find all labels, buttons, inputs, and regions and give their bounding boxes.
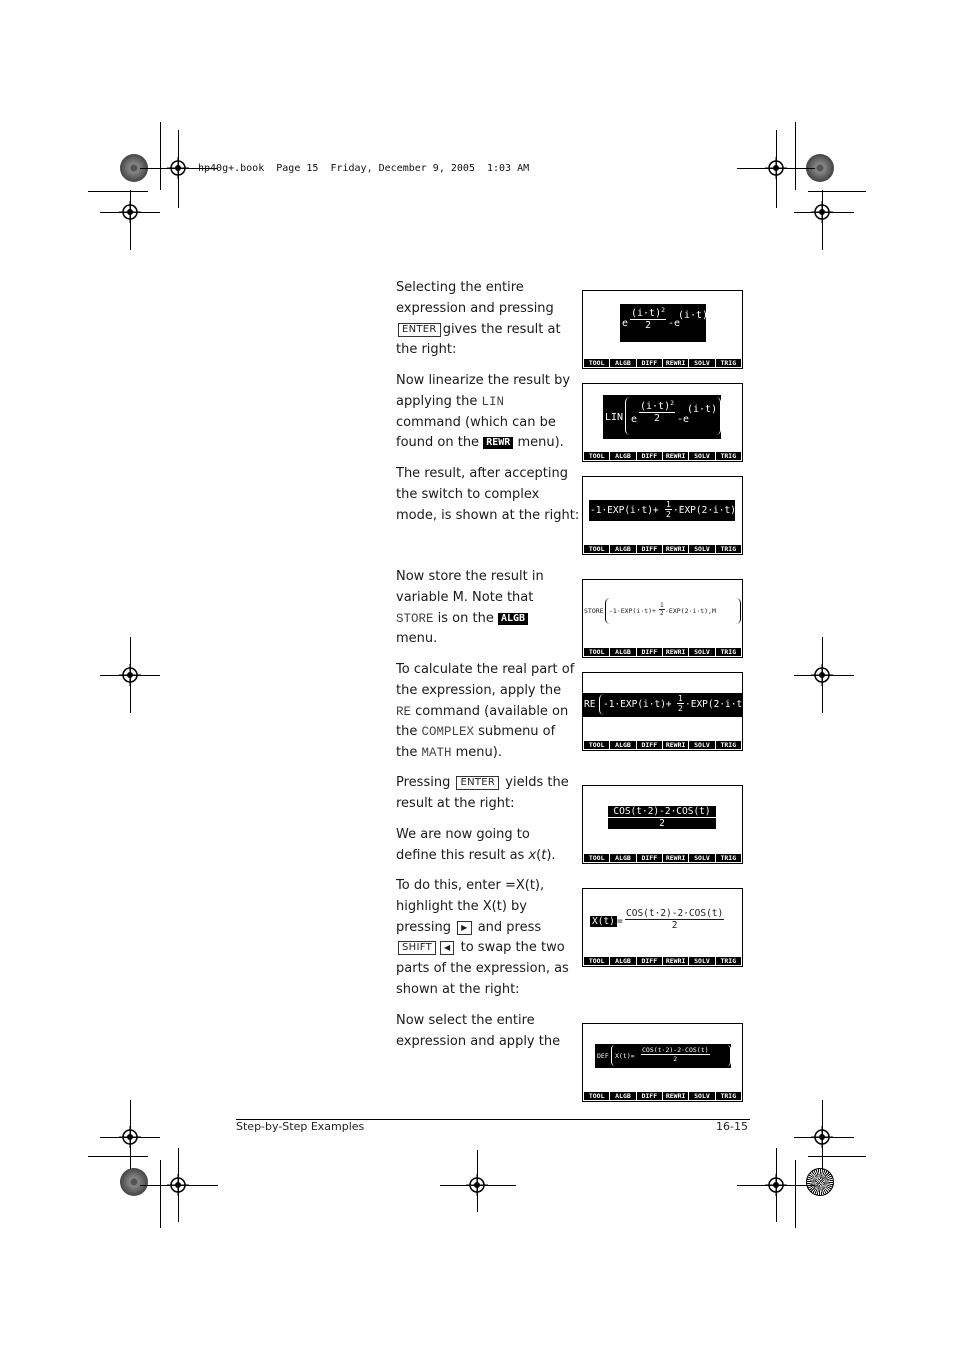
paragraph-swap: To do this, enter =X(t), highlight the X(t) by pressing ▶ and press SHIFT ◀ to swap the two parts of the expression, as shown at the right: (396, 878, 569, 997)
softkey-algb: ALGB (610, 854, 635, 862)
softkey-diff: DIFF (637, 545, 662, 553)
softkey-solv: SOLV (689, 545, 714, 553)
paragraph-complex-mode: The result, after accepting the switch to complex mode, is shown at the right: (396, 466, 580, 523)
softkey-rewri: REWRI (663, 545, 688, 553)
softkey-diff: DIFF (637, 452, 662, 460)
softkey-bar (584, 545, 741, 553)
math-command: MATH (421, 746, 452, 761)
softkey-solv: SOLV (689, 648, 714, 656)
softkey-bar (584, 854, 741, 862)
softkey-solv: SOLV (689, 854, 714, 862)
softkey-solv: SOLV (689, 957, 714, 965)
softkey-rewri: REWRI (663, 741, 688, 749)
algb-menu-label: ALGB (498, 613, 528, 625)
paragraph-real-part: To calculate the real part of the expression, apply the RE command (available on the COMPLEX submenu of the MATH menu). (396, 662, 575, 761)
softkey-rewri: REWRI (663, 1092, 688, 1100)
softkey-diff: DIFF (637, 854, 662, 862)
softkey-algb: ALGB (610, 741, 635, 749)
softkey-solv: SOLV (689, 1092, 714, 1100)
paragraph-linearize: Now linearize the result by applying the LIN command (which can be found on the REWR menu). (396, 373, 571, 451)
expression-complex-result: -1·EXP(i·t)+ $\frac{1}{2}$ ·EXP(2·i·t) (590, 500, 736, 519)
expression-lin: LIN e $\frac{(i\cdot t)^2}{2}$ -e (i·t) (603, 395, 721, 439)
paragraph-pressing-enter: Pressing ENTER yields the result at the right: (396, 775, 569, 811)
paragraph-select-entire: Selecting the entire expression and pressing ENTER gives the result at the right: (396, 280, 561, 358)
lin-command: LIN (481, 394, 505, 409)
calculator-screen-5 (582, 672, 743, 751)
softkey-algb: ALGB (610, 359, 635, 367)
left-arrow-key: ◀ (440, 941, 454, 955)
softkey-diff: DIFF (637, 741, 662, 749)
softkey-trig: TRIG (716, 359, 741, 367)
softkey-bar (584, 359, 741, 367)
calculator-screen-4: STORE -1·EXP(i·t)+ $\frac{1}{2}$ ·EXP(2·i·t),M TOOL ALGB DIFF REWRI SOLV TRIG (582, 579, 743, 658)
store-command: STORE (396, 611, 434, 626)
x-of-t-highlight: X(t) (592, 916, 615, 927)
softkey-tool: TOOL (584, 545, 609, 553)
calculator-screen-8 (582, 1023, 743, 1102)
softkey-trig: TRIG (716, 545, 741, 553)
softkey-trig: TRIG (716, 741, 741, 749)
rewr-menu-label: REWR (483, 437, 513, 449)
softkey-solv: SOLV (689, 741, 714, 749)
calculator-screen-7: X(t) = COS(t·2)-2·COS(t) 2 TOOL ALGB DIFF REWRI SOLV TRIG (582, 888, 743, 967)
softkey-algb: ALGB (610, 452, 635, 460)
paragraph-store: Now store the result in variable M. Note that STORE is on the ALGB menu. (396, 569, 544, 647)
softkey-bar (584, 741, 741, 749)
softkey-bar (584, 1092, 741, 1100)
softkey-solv: SOLV (689, 452, 714, 460)
expression-def: DEF X(t)= COS(t·2)-2·COS(t) 2 (595, 1044, 731, 1068)
enter-key: ENTER (398, 323, 441, 337)
softkey-bar (584, 452, 741, 460)
softkey-diff: DIFF (637, 957, 662, 965)
calculator-screen-2 (582, 383, 743, 462)
softkey-tool: TOOL (584, 648, 609, 656)
paragraph-select-apply: Now select the entire expression and apply the (396, 1013, 561, 1049)
calculator-screen-6 (582, 785, 743, 864)
softkey-trig: TRIG (716, 1092, 741, 1100)
softkey-tool: TOOL (584, 741, 609, 749)
right-arrow-key: ▶ (457, 921, 471, 935)
softkey-bar (584, 648, 741, 656)
softkey-algb: ALGB (610, 545, 635, 553)
calculator-screen-1 (582, 290, 743, 369)
softkey-trig: TRIG (716, 854, 741, 862)
page-number: 16-15 (716, 1120, 748, 1133)
softkey-tool: TOOL (584, 452, 609, 460)
enter-key: ENTER (456, 776, 499, 790)
softkey-tool: TOOL (584, 854, 609, 862)
shift-key: SHIFT (398, 941, 436, 955)
softkey-rewri: REWRI (663, 452, 688, 460)
softkey-algb: ALGB (610, 1092, 635, 1100)
softkey-algb: ALGB (610, 648, 635, 656)
complex-command: COMPLEX (421, 725, 474, 740)
softkey-trig: TRIG (716, 957, 741, 965)
expression-exp: e $\frac{(i\cdot t)^2}{2}$ -e (i·t) (620, 304, 706, 342)
softkey-rewri: REWRI (663, 957, 688, 965)
footer-section-title: Step-by-Step Examples (236, 1120, 365, 1133)
re-command: RE (396, 704, 412, 719)
softkey-bar (584, 957, 741, 965)
paragraph-define: We are now going to define this result as x(t). (396, 827, 556, 863)
softkey-trig: TRIG (716, 452, 741, 460)
softkey-diff: DIFF (637, 359, 662, 367)
softkey-tool: TOOL (584, 359, 609, 367)
softkey-diff: DIFF (637, 1092, 662, 1100)
book-header: hp40g+.book Page 15 Friday, December 9, 2005 1:03 AM (198, 163, 530, 174)
softkey-tool: TOOL (584, 1092, 609, 1100)
softkey-rewri: REWRI (663, 854, 688, 862)
softkey-rewri: REWRI (663, 648, 688, 656)
softkey-trig: TRIG (716, 648, 741, 656)
calculator-screen-3 (582, 476, 743, 555)
softkey-algb: ALGB (610, 957, 635, 965)
softkey-diff: DIFF (637, 648, 662, 656)
softkey-rewri: REWRI (663, 359, 688, 367)
expression-re: RE -1·EXP(i·t)+ $\frac{1}{2}$ ·EXP(2·i·t (583, 693, 743, 717)
expression-cos: COS(t·2)-2·COS(t) 2 (608, 806, 716, 829)
softkey-solv: SOLV (689, 359, 714, 367)
softkey-tool: TOOL (584, 957, 609, 965)
